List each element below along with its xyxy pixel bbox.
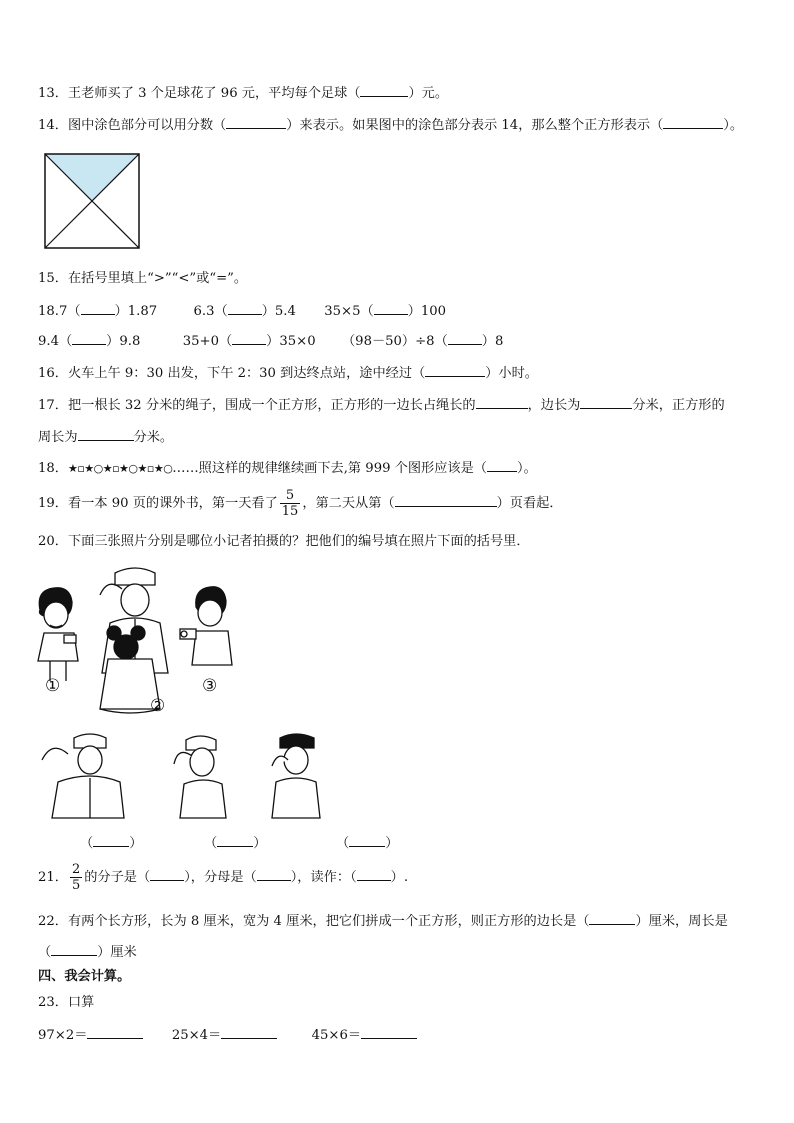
answer-blank[interactable] — [663, 116, 723, 129]
answer-blank[interactable] — [93, 834, 129, 847]
answer-blank[interactable] — [217, 834, 253, 847]
question-16: 16．火车上午 9：30 出发，下午 2：30 到达终点站，途中经过（ ）小时。 — [38, 366, 538, 381]
answer-blank[interactable] — [78, 428, 134, 441]
answer-blank[interactable] — [580, 396, 632, 409]
photo-side-view — [168, 730, 238, 820]
question-19: 19．看一本 90 页的课外书，第一天看了 $\frac{5}{15}$ ，第二天从第（ ）页看起． — [38, 488, 563, 519]
answer-blank[interactable] — [361, 1026, 417, 1039]
answer-blank[interactable] — [51, 943, 97, 956]
photo-back-view — [264, 730, 334, 820]
answer-blank[interactable] — [72, 332, 106, 345]
answer-blank[interactable] — [360, 84, 408, 97]
photo-1-answer[interactable]: （ ） — [80, 836, 143, 851]
answer-blank[interactable] — [395, 494, 497, 507]
answer-blank[interactable] — [349, 834, 385, 847]
answer-blank[interactable] — [425, 364, 485, 377]
answer-blank[interactable] — [232, 332, 266, 345]
shape-pattern: ★▫★○★▫★○★▫★○ — [67, 462, 173, 475]
question-17-line-1: 17．把一根长 32 分米的绳子，围成一个正方形，正方形的一边长占绳长的 ，边长为 分米，正方形的 — [38, 398, 725, 413]
answer-blank[interactable] — [448, 332, 482, 345]
answer-blank[interactable] — [476, 396, 528, 409]
question-20: 20．下面三张照片分别是哪位小记者拍摄的？把他们的编号填在照片下面的括号里． — [38, 534, 530, 549]
answer-blank[interactable] — [226, 116, 286, 129]
photo-3-answer[interactable]: （ ） — [336, 836, 399, 851]
question-23-items: 97×2＝ 25×4＝ 45×6＝ — [38, 1026, 417, 1045]
answer-blank[interactable] — [81, 302, 115, 315]
section-4-title: 四、我会计算。 — [38, 969, 131, 984]
question-18: 18．★▫★○★▫★○★▫★○……照这样的规律继续画下去,第 999 个图形应该是（ ）。 — [38, 461, 537, 476]
shaded-triangle — [45, 154, 139, 201]
answer-blank[interactable] — [87, 1026, 143, 1039]
photo-2-answer[interactable]: （ ） — [204, 836, 267, 851]
label-reporter-3: ③ — [202, 676, 218, 696]
question-22-line-1: 22．有两个长方形，长为 8 厘米，宽为 4 厘米，把它们拼成一个正方形，则正方形的边长是（ ）厘米，周长是 — [38, 914, 728, 929]
answer-blank[interactable] — [487, 459, 517, 472]
question-17-line-2: 周长为 分米。 — [38, 430, 174, 445]
label-reporter-1: ① — [45, 676, 61, 696]
answer-blank[interactable] — [589, 912, 635, 925]
question-23-title: 23．口算 — [38, 995, 95, 1010]
fraction-2-5: $\frac{2}{5}$ — [71, 862, 81, 893]
question-21: 21． $\frac{2}{5}$ 的分子是（ ），分母是（ ），读作：（ ）. — [38, 862, 409, 893]
question-14: 14．图中涂色部分可以用分数（ ）来表示。如果图中的涂色部分表示 14，那么整个正方形表示（ ）。 — [38, 118, 744, 133]
question-22-line-2: （ ）厘米 — [38, 945, 137, 960]
answer-blank[interactable] — [257, 868, 291, 881]
answer-blank[interactable] — [357, 868, 391, 881]
question-15-title: 15．在括号里填上“>”“<”或“=”。 — [38, 271, 248, 286]
answer-blank[interactable] — [228, 302, 262, 315]
photo-front-view — [40, 730, 130, 820]
shaded-square-figure — [44, 153, 140, 249]
question-15-row-1: 18.7（ ）1.87 6.3（ ）5.4 35×5（ ）100 — [38, 304, 447, 319]
question-13: 13．王老师买了 3 个足球花了 96 元，平均每个足球（ ）元。 — [38, 86, 449, 101]
question-15-row-2: 9.4（ ）9.8 35+0（ ）35×0 （98－50）÷8（ ）8 — [38, 334, 504, 349]
answer-blank[interactable] — [374, 302, 408, 315]
fraction-5-15: $\frac{5}{15}$ — [281, 488, 299, 519]
label-reporter-2: ② — [150, 696, 166, 716]
answer-blank[interactable] — [150, 868, 184, 881]
answer-blank[interactable] — [221, 1026, 277, 1039]
